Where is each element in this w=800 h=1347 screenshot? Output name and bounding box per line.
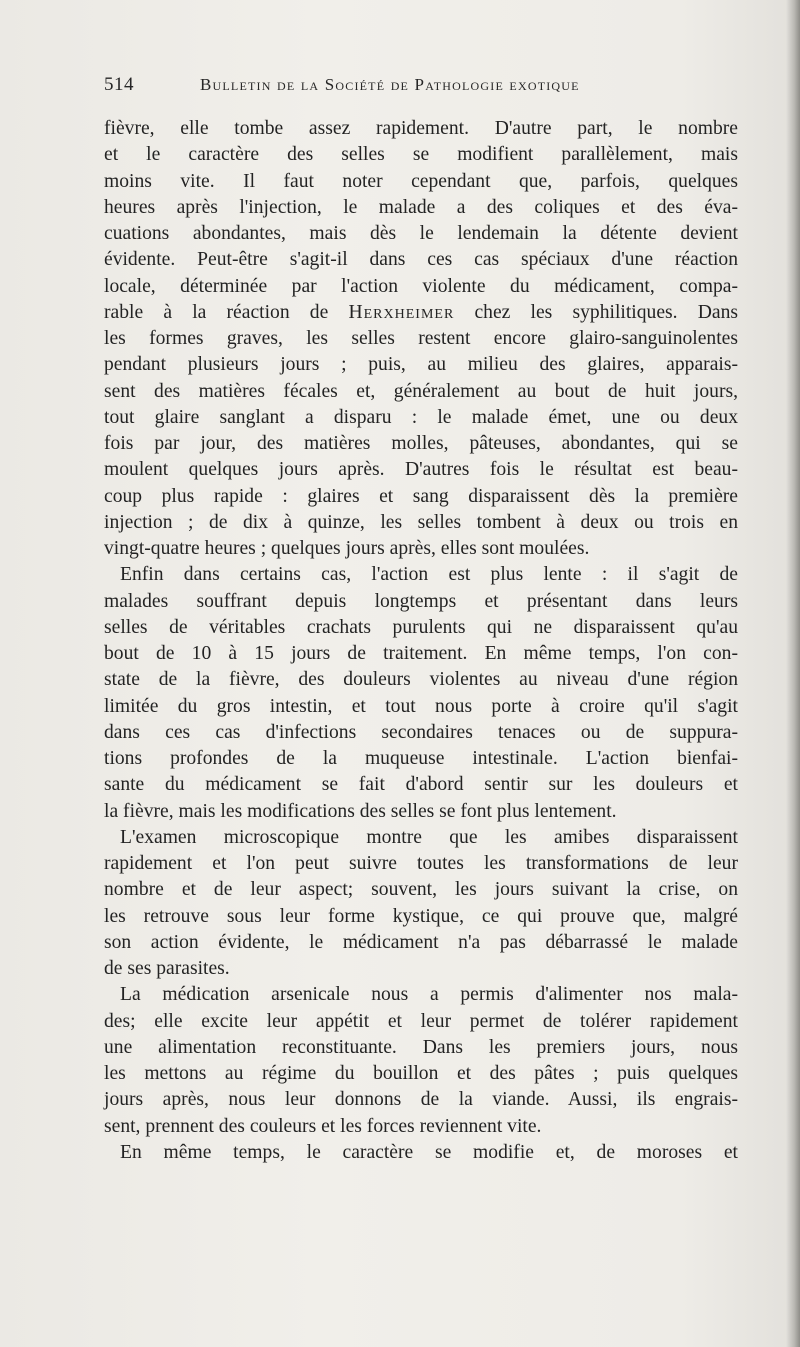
- text-line: En même temps, le caractère se modifie et, de moroses et: [120, 1141, 738, 1163]
- text-line: L'examen microscopique montre que les amibes disparaissent: [120, 826, 738, 848]
- text-line: injection ; de dix à quinze, les selles tombent à deux ou trois en: [104, 511, 738, 533]
- text-line: limitée du gros intestin, et tout nous porte à croire qu'il s'agit: [104, 695, 738, 717]
- text-line: rapidement et l'on peut suivre toutes les transformations de leur: [104, 853, 738, 874]
- text-line: tions profondes de la muqueuse intestinale. L'action bienfai-: [104, 748, 738, 769]
- text-line: [104, 300, 738, 326]
- text-line: moins vite. Il faut noter cependant que, parfois, quelques: [104, 170, 738, 192]
- text-line: selles de véritables crachats purulents qui ne disparaissent qu'au: [104, 616, 738, 638]
- text-line: fois par jour, des matières molles, pâteuses, abondantes, qui se: [104, 433, 738, 454]
- text-line: heures après l'injection, le malade a des coliques et des éva-: [104, 196, 738, 218]
- running-head: Bulletin de la Société de Pathologie exotique: [200, 75, 580, 94]
- text-line: cuations abondantes, mais dès le lendemain la détente devient: [104, 223, 738, 244]
- text-line: vingt-quatre heures ; quelques jours après, elles sont moulées.: [104, 538, 590, 559]
- text-line: jours après, nous leur donnons de la viande. Aussi, ils engrais-: [104, 1089, 738, 1111]
- text-line: dans ces cas d'infections secondaires tenaces ou de suppura-: [104, 721, 738, 743]
- text-line: les mettons au régime du bouillon et des pâtes ; puis quelques: [104, 1063, 738, 1084]
- page-edge-shadow: [786, 0, 800, 1347]
- text-segment: rable à la réaction de: [104, 301, 349, 323]
- text-line: fièvre, elle tombe assez rapidement. D'autre part, le nombre: [104, 118, 738, 139]
- text-segment: chez les syphilitiques. Dans: [454, 301, 738, 323]
- text-line: tout glaire sanglant a disparu : le malade émet, une ou deux: [104, 406, 738, 428]
- text-line: bout de 10 à 15 jours de traitement. En même temps, l'on con-: [104, 643, 738, 664]
- text-line: state de la fièvre, des douleurs violentes au niveau d'une région: [104, 669, 738, 691]
- text-line: la fièvre, mais les modifications des selles se font plus lentement.: [104, 800, 617, 822]
- text-line: de ses parasites.: [104, 958, 230, 979]
- text-line: Enfin dans certains cas, l'action est plus lente : il s'agit de: [120, 564, 738, 586]
- text-line: sent des matières fécales et, généralement au bout de huit jours,: [104, 380, 738, 402]
- body-text: [104, 116, 738, 1166]
- text-line: malades souffrant depuis longtemps et présentant dans leurs: [104, 590, 738, 612]
- author-name: Herxheimer: [348, 301, 455, 323]
- text-line: une alimentation reconstituante. Dans les premiers jours, nous: [104, 1036, 738, 1058]
- text-line: La médication arsenicale nous a permis d'alimenter nos mala-: [120, 984, 738, 1006]
- text-line: nombre et de leur aspect; souvent, les jours suivant la crise, on: [104, 879, 738, 901]
- text-line: son action évidente, le médicament n'a pas débarrassé le malade: [104, 931, 738, 953]
- text-line: sent, prennent des couleurs et les forces reviennent vite.: [104, 1115, 542, 1137]
- page-number: 514: [104, 74, 134, 95]
- text-line: et le caractère des selles se modifient parallèlement, mais: [104, 144, 738, 166]
- text-line: moulent quelques jours après. D'autres fois le résultat est beau-: [104, 459, 738, 481]
- text-line: évidente. Peut-être s'agit-il dans ces cas spéciaux d'une réaction: [104, 249, 738, 271]
- text-line: pendant plusieurs jours ; puis, au milieu des glaires, apparais-: [104, 354, 738, 376]
- text-line: locale, déterminée par l'action violente du médicament, compa-: [104, 275, 738, 297]
- text-line: les formes graves, les selles restent encore glairo-sanguinolentes: [104, 328, 738, 349]
- page-header: [104, 74, 664, 104]
- text-line: les retrouve sous leur forme kystique, ce qui prouve que, malgré: [104, 905, 738, 927]
- text-line: coup plus rapide : glaires et sang disparaissent dès la première: [104, 485, 738, 507]
- text-line: sante du médicament se fait d'abord sentir sur les douleurs et: [104, 774, 738, 796]
- text-line: des; elle excite leur appétit et leur permet de tolérer rapidement: [104, 1010, 738, 1032]
